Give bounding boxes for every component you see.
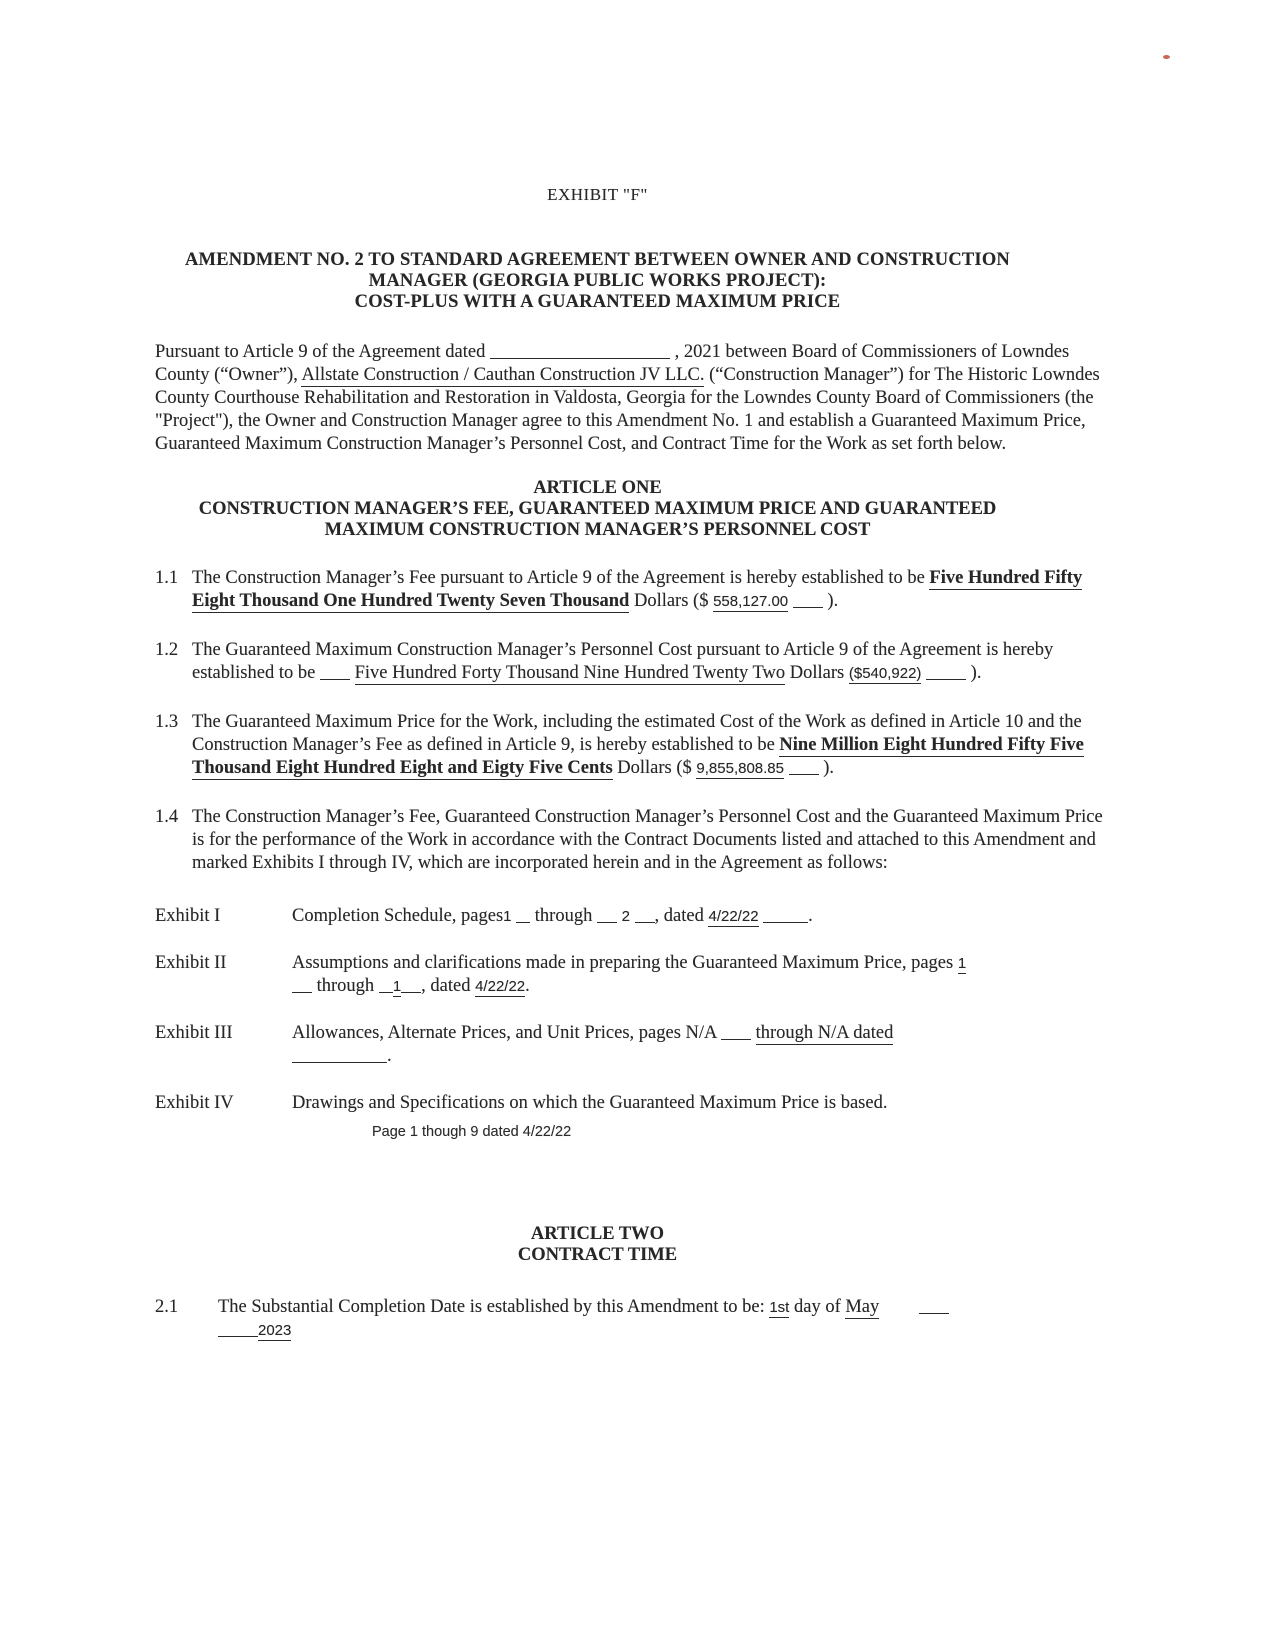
clause-1-3-close: ). <box>823 758 835 778</box>
blank-line <box>292 1049 387 1063</box>
article-two-title: ARTICLE TWO <box>530 1224 665 1244</box>
clause-2-1-day-of: day of <box>793 1297 841 1317</box>
clause-1-3 <box>155 711 1115 780</box>
exhibit-2-through: through <box>316 976 375 996</box>
exhibit-3-period: . <box>387 1046 392 1066</box>
clause-1-4-body <box>192 806 1115 875</box>
clause-2-1-text: The Substantial Completion Date is established by this Amendment to be: <box>218 1297 765 1317</box>
clause-1-1-close: ). <box>827 591 839 611</box>
exhibit-2-label: Exhibit II <box>155 953 227 973</box>
clause-1-3-body <box>192 711 1115 780</box>
exhibit-4-row <box>155 1092 1115 1144</box>
article-one-subtitle-1: CONSTRUCTION MANAGER’S FEE, GUARANTEED MAXIMUM PRICE AND GUARANTEED <box>198 499 997 519</box>
article-one-subtitle-2: MAXIMUM CONSTRUCTION MANAGER’S PERSONNEL COST <box>324 520 871 540</box>
exhibit-3-label: Exhibit III <box>155 1023 233 1043</box>
clause-1-1-dollars-label: Dollars ($ <box>633 591 709 611</box>
exhibit-1-through: through <box>534 906 593 926</box>
exhibit-1-label: Exhibit I <box>155 906 221 926</box>
exhibit-2-dated-label: , dated <box>421 976 471 996</box>
clause-1-2 <box>155 639 1115 685</box>
exhibit-1-text: Completion Schedule, pages <box>292 906 504 926</box>
clause-1-3-number: 1.3 <box>155 712 179 732</box>
clause-1-2-dollars-label: Dollars <box>789 663 845 683</box>
title-line-2: MANAGER (GEORGIA PUBLIC WORKS PROJECT): <box>368 271 827 291</box>
title-line-1: AMENDMENT NO. 2 TO STANDARD AGREEMENT BETWEEN OWNER AND CONSTRUCTION <box>185 250 1010 270</box>
exhibit-1-period: . <box>808 906 813 926</box>
clause-1-4-text: The Construction Manager’s Fee, Guaranteed Construction Manager’s Personnel Cost and the Guaranteed Maximum Price is for the performance of the Work in accordance with the Contract Documents listed and attached to this Amendment and marked Exhibits I through IV, which are incorporated herein and in the Agreement as follows: <box>192 807 1103 873</box>
exhibit-1-pages-from: 1 <box>503 908 512 925</box>
blank-line <box>926 666 966 680</box>
clause-2-1-line-2 <box>218 1319 1115 1342</box>
exhibit-3-line-2 <box>292 1045 1115 1068</box>
clause-2-1-number: 2.1 <box>155 1297 179 1317</box>
clause-1-3-text: The Guaranteed Maximum Price for the Work, including the estimated Cost of the Work as defined in Article 10 and the Construction Manager’s Fee as defined in Article 9, is hereby established to be <box>192 712 1082 755</box>
blank-line <box>292 979 312 993</box>
blank-line <box>597 909 617 923</box>
clause-1-1 <box>155 567 1115 613</box>
blank-line <box>379 979 393 993</box>
exhibit-4-description <box>292 1092 1115 1144</box>
clause-1-4-number: 1.4 <box>155 807 179 827</box>
blank-line <box>789 761 819 775</box>
exhibit-4-subnote: Page 1 though 9 dated 4/22/22 <box>372 1124 572 1140</box>
clause-1-4 <box>155 806 1115 875</box>
exhibit-3-row <box>155 1022 1115 1068</box>
blank-line <box>401 979 421 993</box>
exhibit-3-text: Allowances, Alternate Prices, and Unit Prices, pages N/A <box>292 1023 717 1043</box>
clause-2-1-body <box>218 1296 1115 1342</box>
exhibit-2-pages-to: 1 <box>392 978 402 995</box>
blank-line <box>763 909 808 923</box>
exhibit-2-date: 4/22/22 <box>475 978 526 995</box>
title-line-3: COST-PLUS WITH A GUARANTEED MAXIMUM PRICE <box>354 292 841 312</box>
exhibit-1-description <box>292 905 1115 928</box>
clause-1-1-text: The Construction Manager’s Fee pursuant to Article 9 of the Agreement is hereby established to be <box>192 568 925 588</box>
exhibit-2-pages-from: 1 <box>957 955 967 972</box>
exhibit-2-line-2 <box>292 975 1115 998</box>
blank-line <box>320 666 350 680</box>
exhibit-1-pages-to: 2 <box>621 908 630 925</box>
exhibit-2-period: . <box>525 976 530 996</box>
clause-1-2-close: ). <box>970 663 982 683</box>
clause-2-1 <box>155 1296 1115 1342</box>
scan-artifact-mark <box>1163 55 1170 59</box>
clause-1-2-number: 1.2 <box>155 640 179 660</box>
completion-year: 2023 <box>258 1322 292 1339</box>
fee-amount-figure: 558,127.00 <box>713 593 789 610</box>
blank-line <box>919 1300 949 1314</box>
agreement-date-blank <box>490 345 670 359</box>
exhibit-1-dated-label: , dated <box>654 906 704 926</box>
completion-day: 1st <box>769 1299 790 1316</box>
exhibit-2-description <box>292 952 1115 998</box>
clause-1-1-body <box>192 567 1115 613</box>
gmp-amount-figure: 9,855,808.85 <box>696 760 784 777</box>
exhibit-2-text: Assumptions and clarifications made in preparing the Guaranteed Maximum Price, pages <box>292 953 954 973</box>
exhibit-2-row <box>155 952 1115 998</box>
completion-month: May <box>845 1297 880 1317</box>
article-two-heading <box>155 1224 1115 1266</box>
exhibit-4-text: Drawings and Specifications on which the Guaranteed Maximum Price is based. <box>292 1093 888 1113</box>
blank-line <box>516 909 530 923</box>
blank-line <box>635 909 655 923</box>
intro-paragraph <box>155 341 1115 456</box>
gmp-amount-words: Nine Million Eight Hundred Fifty Five Thousand Eight Hundred Eight and Eigty Five Cents <box>192 735 1084 778</box>
intro-text-1: Pursuant to Article 9 of the Agreement dated <box>155 342 486 362</box>
fee-amount-words: Five Hundred Fifty Eight Thousand One Hundred Twenty Seven Thousand <box>192 568 1083 611</box>
personnel-cost-words: Five Hundred Forty Thousand Nine Hundred Twenty Two <box>354 663 786 683</box>
article-one-heading <box>155 478 1115 541</box>
blank-line <box>721 1026 751 1040</box>
clause-1-1-number: 1.1 <box>155 568 179 588</box>
clause-1-2-text: The Guaranteed Maximum Construction Manager’s Personnel Cost pursuant to Article 9 of the Agreement is hereby established to be <box>192 640 1054 683</box>
intro-text-3: (“Construction Manager”) for The Historic Lowndes County Courthouse Rehabilitation and Restoration in Valdosta, Georgia for the Lowndes County Board of Commissioners (the "Project"), the Owner and Construction Manager agree to this Amendment No. 1 and establish a Guaranteed Maximum Price, Guaranteed Maximum Construction Manager’s Personnel Cost, and Contract Time for the Work as set forth below. <box>155 365 1100 454</box>
exhibit-1-date: 4/22/22 <box>708 908 759 925</box>
clause-1-3-dollars-label: Dollars ($ <box>617 758 692 778</box>
exhibit-4-label: Exhibit IV <box>155 1093 234 1113</box>
construction-manager-name: Allstate Construction / Cauthan Construction JV LLC. <box>301 365 705 385</box>
exhibit-3-through-text: through N/A dated <box>755 1023 894 1043</box>
article-two-subtitle: CONTRACT TIME <box>517 1245 678 1265</box>
exhibit-3-description <box>292 1022 1115 1068</box>
personnel-cost-figure: ($540,922) <box>848 665 922 682</box>
clause-1-2-body <box>192 639 1115 685</box>
blank-line <box>218 1323 258 1337</box>
exhibit-header: EXHIBIT "F" <box>547 185 648 204</box>
document-title <box>155 250 1115 313</box>
article-one-title: ARTICLE ONE <box>533 478 662 498</box>
blank-line <box>793 594 823 608</box>
exhibit-1-row <box>155 905 1115 928</box>
intro-text-2: , 2021 between Board of Commissioners of Lowndes County (“Owner”), <box>155 342 1070 385</box>
